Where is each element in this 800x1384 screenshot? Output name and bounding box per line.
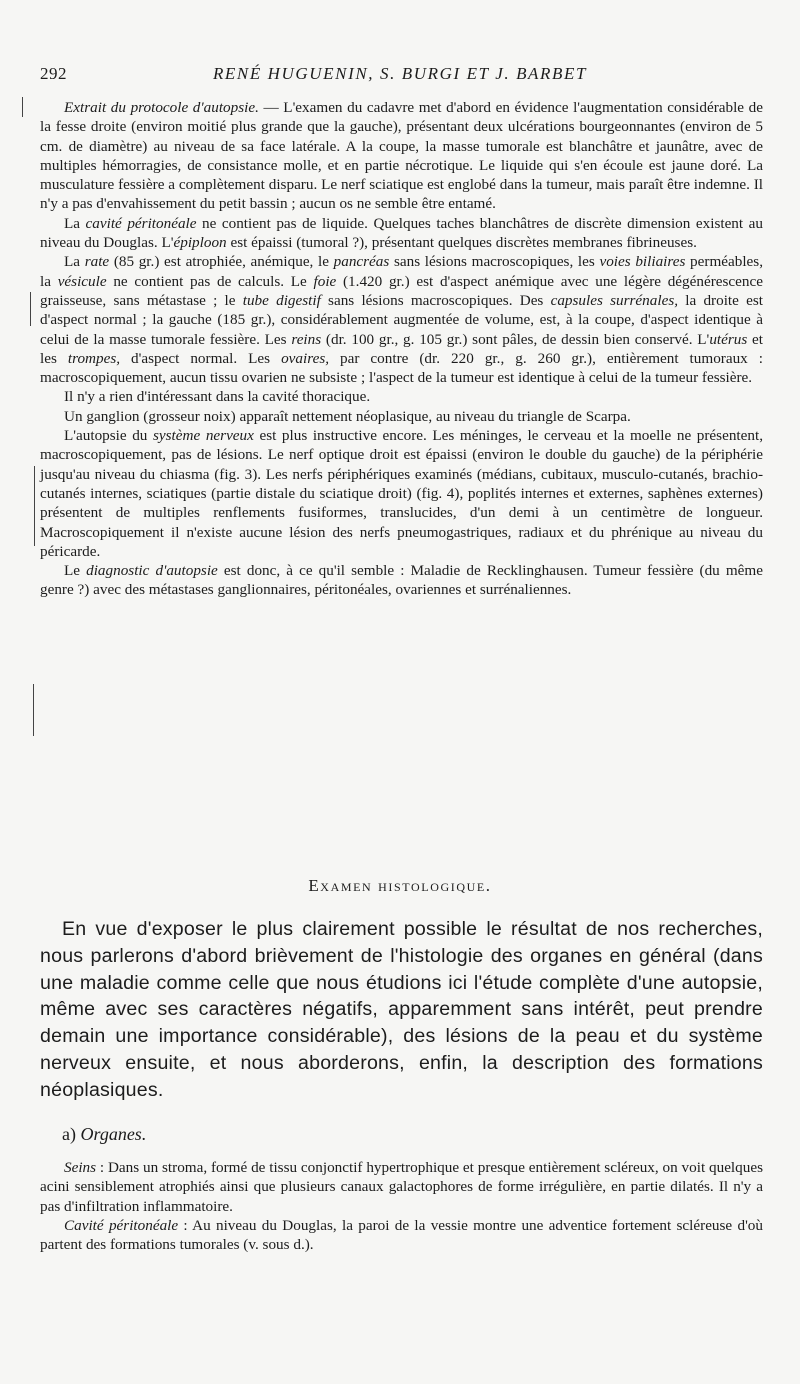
paragraph	[40, 1216, 763, 1255]
text-run: est donc, à ce qu'il semble : Maladie de Recklinghausen. Tumeur fessière (du même genre ?) avec des métastases ganglionnaires, péritonéales, ovariennes et surrénaliennes.	[40, 562, 763, 599]
paragraph	[40, 252, 763, 387]
text-run: et les	[40, 330, 764, 367]
italic-term: voies biliaires	[599, 253, 686, 271]
subsection-heading	[62, 1124, 146, 1145]
italic-term: diagnostic d'autopsie	[86, 562, 218, 580]
italic-term: épiploon	[173, 234, 227, 252]
subsection-label: a)	[62, 1124, 81, 1144]
text-run: la droite est d'aspect normal ; la gauche (185 gr.), considérablement augmentée de volume, est, à la coupe, d'aspect identique à celui de la masse tumorale fessière. Les	[40, 291, 763, 348]
paragraph	[40, 426, 763, 561]
italic-term: Extrait du protocole d'autopsie.	[64, 99, 259, 116]
italic-term: reins	[291, 330, 322, 348]
margin-mark	[22, 97, 23, 117]
italic-term: foie	[313, 272, 337, 290]
text-run: La	[64, 214, 86, 232]
text-run: d'aspect normal. Les	[120, 349, 282, 367]
text-run: Il n'y a rien d'intéressant dans la cavité thoracique.	[64, 388, 371, 406]
text-run: sans lésions macroscopiques. Des	[320, 291, 551, 309]
margin-mark	[30, 292, 31, 326]
text-run: Le	[64, 562, 87, 580]
text-run: est épaissi (tumoral ?), présentant quelques discrètes membranes fibrineuses.	[226, 234, 697, 252]
intro-paragraph: En vue d'exposer le plus clairement possible le résultat de nos recherches, nous parlerons d'abord brièvement de l'histologie des organes en général (dans une maladie comme celle que nous étudions ici l'étude complète d'une autopsie, même avec ses caractères négatifs, apparemment sans intérêt, peut prendre demain une importance considérable), des lésions de la peau et du système nerveux ensuite, et nous aborderons, enfin, la description des formations néoplasiques.	[40, 918, 763, 1101]
italic-term: tube digestif	[242, 291, 321, 309]
text-run: perméables, la	[40, 253, 763, 290]
italic-term: trompes,	[67, 349, 121, 367]
organs-text	[40, 1158, 763, 1254]
text-run: (85 gr.) est atrophiée, anémique, le	[109, 253, 334, 271]
text-run: est plus instructive encore. Les méninges, le cerveau et la moelle ne présentent, macroscopiquement, pas de lésions. Le nerf optique droit est épaissi (environ le double du gauche) de la périphérie jusqu'au niveau du chiasma (fig. 3). Les nerfs périphériques examinés (médians, cubitaux, musculo-cutanés, brachio-cutanés internes, sciatiques (partie distale du sciatique droit) (fig. 4), poplités internes et externes, saphènes externes) présentent de multiples renflements fusiformes, translucides, d'un demi à un centimètre de longueur. Macroscopiquement il n'existe aucune lésion des nerfs pneumogastriques, radiaux et du phrénique au niveau du péricarde.	[40, 427, 763, 560]
paragraph	[40, 1158, 763, 1216]
text-run: Un ganglion (grosseur noix) apparaît nettement néoplasique, au niveau du triangle de Scarpa.	[64, 407, 631, 425]
text-run: : Au niveau du Douglas, la paroi de la vessie montre une adventice fortement scléreuse d'où partent des formations tumorales (v. sous d.).	[40, 1216, 763, 1254]
text-run: (1.420 gr.) est d'aspect anémique avec une légère dégénérescence graisseuse, sans métastase ; le	[40, 272, 763, 309]
paragraph	[40, 407, 763, 426]
paragraph	[40, 561, 763, 600]
italic-term: capsules surrénales,	[550, 291, 679, 309]
italic-term: ovaires,	[281, 349, 330, 367]
text-run: La	[64, 253, 85, 271]
italic-term: Cavité péritonéale	[64, 1216, 179, 1234]
subsection-title: Organes.	[80, 1124, 147, 1144]
italic-term: utérus	[709, 330, 748, 348]
text-run: ne contient pas de calculs. Le	[106, 272, 314, 290]
italic-term: Seins	[64, 1159, 97, 1176]
italic-term: rate	[84, 253, 110, 271]
paragraph	[40, 387, 763, 406]
text-run: : Dans un stroma, formé de tissu conjonctif hypertrophique et presque entièrement scléreux, on voit quelques acini sensiblement atrophiés ainsi que plusieurs canaux galactophores de forme irrégulière, en partie dilatés. Il n'y a pas d'infiltration inflammatoire.	[40, 1159, 763, 1215]
page-header	[40, 64, 760, 92]
italic-term: pancréas	[333, 253, 390, 271]
paragraph	[40, 214, 763, 253]
section-heading: Examen histologique.	[308, 876, 492, 895]
text-run: — L'examen du cadavre met d'abord en évidence l'augmentation considérable de la fesse droite (environ moitié plus grande que la gauche), présentant deux ulcérations bourgeonnantes (environ de 5 cm. de diamètre) au niveau de sa face latérale. A la coupe, la masse tumorale est blanchâtre et jaunâtre, avec de multiples hémorragies, de consistance molle, et en partie nécrotique. Le liquide qui s'en écoule est jaune doré. La musculature fessière a complètement disparu. Le nerf sciatique est englobé dans la tumeur, mais paraît être indemne. Il n'y a pas d'envahissement du petit bassin ; aucun os ne semble être entamé.	[40, 99, 763, 213]
text-run: L'autopsie du	[64, 427, 153, 445]
text-run: ne contient pas de liquide. Quelques taches blanchâtres de discrète dimension existent au niveau du Douglas. L'	[40, 214, 763, 252]
italic-term: cavité péritonéale	[85, 214, 197, 232]
text-run: par contre (dr. 220 gr., g. 260 gr.), entièrement tumoraux : macroscopiquement, aucun tissu ovarien ne subsiste ; l'aspect de la tumeur est identique à celui de la tumeur fessière.	[40, 349, 763, 387]
running-head: RENÉ HUGUENIN, S. BURGI ET J. BARBET	[212, 64, 588, 83]
text-run: (dr. 100 gr., g. 105 gr.) sont pâles, de dessin bien conservé. L'	[321, 330, 710, 348]
italic-term: vésicule	[57, 272, 107, 290]
text-run: sans lésions macroscopiques, les	[389, 253, 600, 271]
page-number: 292	[40, 64, 67, 83]
margin-mark	[34, 466, 35, 546]
paragraph	[40, 98, 763, 214]
italic-term: système nerveux	[153, 427, 254, 445]
autopsy-protocol-text	[40, 98, 763, 600]
margin-mark	[33, 684, 34, 736]
